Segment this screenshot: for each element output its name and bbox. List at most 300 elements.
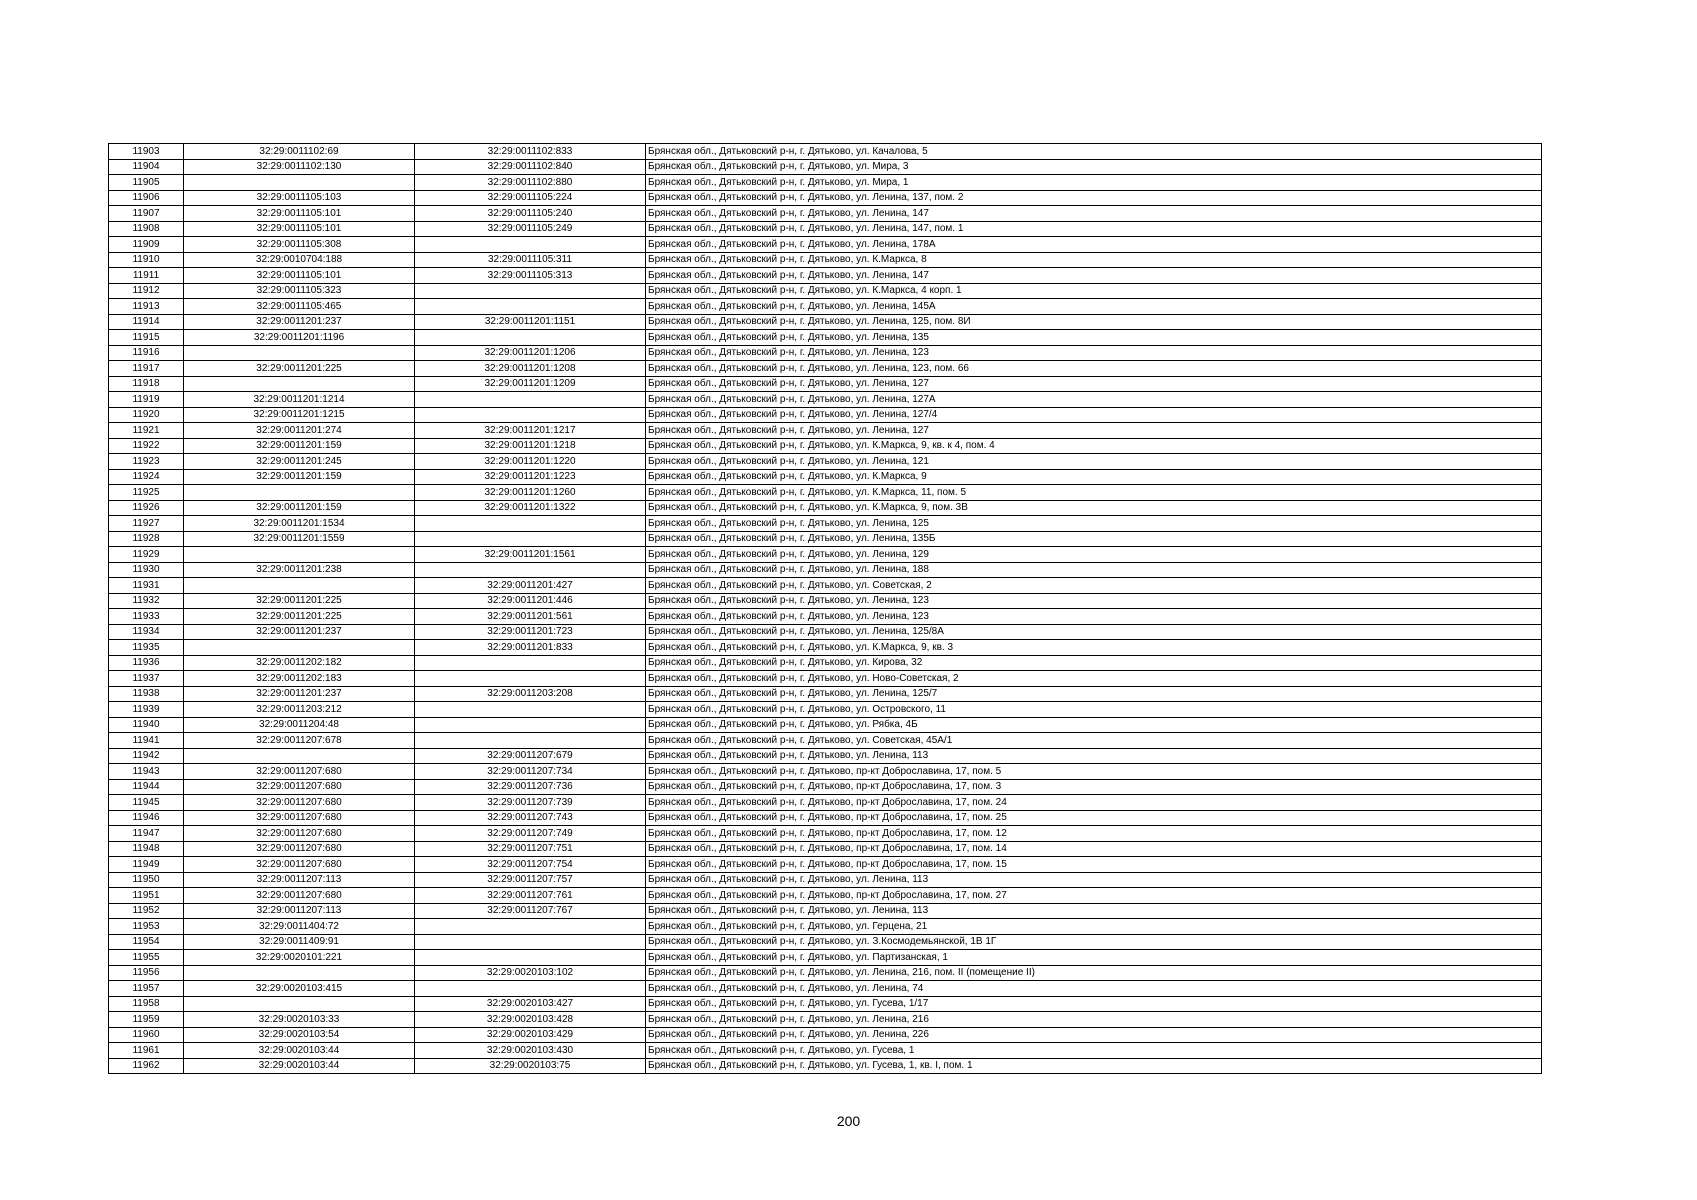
table-row [109,1043,1542,1059]
related-cadastral-number-cell [415,237,646,253]
address-cell: Брянская обл., Дятьковский р-н, г. Дятьково, ул. Ленина, 178А [646,237,1542,253]
table-row [109,872,1542,888]
row-number-cell: 11953 [109,919,184,935]
table-row [109,454,1542,470]
table-row [109,764,1542,780]
related-cadastral-number-cell: 32:29:0011207:767 [415,903,646,919]
address-cell: Брянская обл., Дятьковский р-н, г. Дятьково, ул. К.Маркса, 9, кв. 3 [646,640,1542,656]
row-number-cell: 11918 [109,376,184,392]
address-cell: Брянская обл., Дятьковский р-н, г. Дятьково, ул. Ленина, 113 [646,872,1542,888]
table-row [109,934,1542,950]
related-cadastral-number-cell [415,407,646,423]
cadastral-number-cell: 32:29:0020103:415 [184,981,415,997]
cadastral-number-cell: 32:29:0011201:1214 [184,392,415,408]
row-number-cell: 11957 [109,981,184,997]
row-number-cell: 11960 [109,1027,184,1043]
related-cadastral-number-cell [415,950,646,966]
table-row [109,423,1542,439]
address-cell: Брянская обл., Дятьковский р-н, г. Дятьково, ул. Ново-Советская, 2 [646,671,1542,687]
address-cell: Брянская обл., Дятьковский р-н, г. Дятьково, пр-кт Доброславина, 17, пом. 25 [646,810,1542,826]
address-cell: Брянская обл., Дятьковский р-н, г. Дятьково, ул. Ленина, 135Б [646,531,1542,547]
cadastral-number-cell: 32:29:0011201:225 [184,609,415,625]
related-cadastral-number-cell: 32:29:0011105:249 [415,221,646,237]
address-cell: Брянская обл., Дятьковский р-н, г. Дятьково, пр-кт Доброславина, 17, пом. 27 [646,888,1542,904]
table-row [109,283,1542,299]
table-row [109,500,1542,516]
table-row [109,438,1542,454]
cadastral-number-cell [184,376,415,392]
row-number-cell: 11936 [109,655,184,671]
table-row [109,655,1542,671]
row-number-cell: 11925 [109,485,184,501]
address-cell: Брянская обл., Дятьковский р-н, г. Дятьково, ул. Ленина, 147 [646,206,1542,222]
cadastral-number-cell: 32:29:0011207:680 [184,779,415,795]
address-cell: Брянская обл., Дятьковский р-н, г. Дятьково, ул. Ленина, 137, пом. 2 [646,190,1542,206]
cadastral-number-cell: 32:29:0011201:159 [184,438,415,454]
cadastral-number-cell: 32:29:0011105:101 [184,268,415,284]
table-row [109,268,1542,284]
row-number-cell: 11941 [109,733,184,749]
cadastral-number-cell: 32:29:0011201:237 [184,686,415,702]
cadastral-number-cell: 32:29:0011201:1534 [184,516,415,532]
row-number-cell: 11932 [109,593,184,609]
related-cadastral-number-cell: 32:29:0011201:1208 [415,361,646,377]
row-number-cell: 11962 [109,1058,184,1074]
table-row [109,1027,1542,1043]
related-cadastral-number-cell: 32:29:0011201:723 [415,624,646,640]
cadastral-number-cell [184,996,415,1012]
related-cadastral-number-cell: 32:29:0011201:833 [415,640,646,656]
table-row [109,547,1542,563]
related-cadastral-number-cell [415,392,646,408]
related-cadastral-number-cell: 32:29:0011105:313 [415,268,646,284]
table-row [109,314,1542,330]
table-row [109,624,1542,640]
row-number-cell: 11924 [109,469,184,485]
records-table [108,143,1542,1074]
cadastral-number-cell: 32:29:0011105:101 [184,206,415,222]
related-cadastral-number-cell: 32:29:0020103:428 [415,1012,646,1028]
cadastral-number-cell: 32:29:0011201:238 [184,562,415,578]
table-row [109,485,1542,501]
cadastral-number-cell: 32:29:0011404:72 [184,919,415,935]
cadastral-number-cell: 32:29:0011201:225 [184,593,415,609]
page-number: 200 [836,1113,861,1129]
related-cadastral-number-cell [415,655,646,671]
address-cell: Брянская обл., Дятьковский р-н, г. Дятьково, ул. К.Маркса, 4 корп. 1 [646,283,1542,299]
row-number-cell: 11961 [109,1043,184,1059]
table-row [109,407,1542,423]
related-cadastral-number-cell: 32:29:0011201:1260 [415,485,646,501]
cadastral-number-cell [184,175,415,191]
related-cadastral-number-cell [415,671,646,687]
table-row [109,593,1542,609]
address-cell: Брянская обл., Дятьковский р-н, г. Дятьково, ул. Ленина, 74 [646,981,1542,997]
cadastral-number-cell: 32:29:0020103:44 [184,1058,415,1074]
table-row [109,996,1542,1012]
cadastral-number-cell: 32:29:0011203:212 [184,702,415,718]
table-row [109,392,1542,408]
cadastral-number-cell: 32:29:0011207:680 [184,841,415,857]
address-cell: Брянская обл., Дятьковский р-н, г. Дятьково, ул. Гусева, 1 [646,1043,1542,1059]
records-table-body [109,144,1542,1074]
address-cell: Брянская обл., Дятьковский р-н, г. Дятьково, ул. Ленина, 123, пом. 66 [646,361,1542,377]
table-row [109,361,1542,377]
related-cadastral-number-cell: 32:29:0011207:757 [415,872,646,888]
table-row [109,206,1542,222]
row-number-cell: 11907 [109,206,184,222]
row-number-cell: 11928 [109,531,184,547]
address-cell: Брянская обл., Дятьковский р-н, г. Дятьково, ул. Ленина, 135 [646,330,1542,346]
table-row [109,221,1542,237]
cadastral-number-cell: 32:29:0011105:101 [184,221,415,237]
row-number-cell: 11914 [109,314,184,330]
related-cadastral-number-cell: 32:29:0011102:833 [415,144,646,160]
cadastral-number-cell: 32:29:0011201:245 [184,454,415,470]
address-cell: Брянская обл., Дятьковский р-н, г. Дятьково, ул. К.Маркса, 11, пом. 5 [646,485,1542,501]
address-cell: Брянская обл., Дятьковский р-н, г. Дятьково, ул. Ленина, 121 [646,454,1542,470]
cadastral-number-cell: 32:29:0011207:680 [184,795,415,811]
related-cadastral-number-cell: 32:29:0011105:311 [415,252,646,268]
cadastral-number-cell: 32:29:0011201:1559 [184,531,415,547]
table-row [109,857,1542,873]
row-number-cell: 11923 [109,454,184,470]
table-row [109,562,1542,578]
related-cadastral-number-cell [415,919,646,935]
address-cell: Брянская обл., Дятьковский р-н, г. Дятьково, ул. Качалова, 5 [646,144,1542,160]
related-cadastral-number-cell: 32:29:0011201:1218 [415,438,646,454]
row-number-cell: 11951 [109,888,184,904]
table-row [109,175,1542,191]
cadastral-number-cell [184,578,415,594]
address-cell: Брянская обл., Дятьковский р-н, г. Дятьково, пр-кт Доброславина, 17, пом. 24 [646,795,1542,811]
cadastral-number-cell: 32:29:0011201:274 [184,423,415,439]
cadastral-number-cell: 32:29:0011105:308 [184,237,415,253]
table-row [109,671,1542,687]
cadastral-number-cell: 32:29:0011207:113 [184,903,415,919]
row-number-cell: 11917 [109,361,184,377]
table-row [109,686,1542,702]
address-cell: Брянская обл., Дятьковский р-н, г. Дятьково, ул. Ленина, 123 [646,593,1542,609]
row-number-cell: 11905 [109,175,184,191]
cadastral-number-cell: 32:29:0011201:159 [184,500,415,516]
address-cell: Брянская обл., Дятьковский р-н, г. Дятьково, ул. Ленина, 147, пом. 1 [646,221,1542,237]
cadastral-number-cell: 32:29:0011207:680 [184,888,415,904]
address-cell: Брянская обл., Дятьковский р-н, г. Дятьково, ул. Ленина, 226 [646,1027,1542,1043]
cadastral-number-cell: 32:29:0011202:183 [184,671,415,687]
row-number-cell: 11945 [109,795,184,811]
table-row [109,748,1542,764]
cadastral-number-cell: 32:29:0011202:182 [184,655,415,671]
row-number-cell: 11956 [109,965,184,981]
related-cadastral-number-cell: 32:29:0011105:240 [415,206,646,222]
address-cell: Брянская обл., Дятьковский р-н, г. Дятьково, ул. Кирова, 32 [646,655,1542,671]
table-row [109,1058,1542,1074]
table-row [109,702,1542,718]
cadastral-number-cell: 32:29:0011201:225 [184,361,415,377]
address-cell: Брянская обл., Дятьковский р-н, г. Дятьково, ул. Мира, 3 [646,159,1542,175]
address-cell: Брянская обл., Дятьковский р-н, г. Дятьково, ул. Ленина, 147 [646,268,1542,284]
table-row [109,190,1542,206]
row-number-cell: 11948 [109,841,184,857]
related-cadastral-number-cell [415,531,646,547]
table-row [109,965,1542,981]
related-cadastral-number-cell [415,283,646,299]
row-number-cell: 11927 [109,516,184,532]
address-cell: Брянская обл., Дятьковский р-н, г. Дятьково, пр-кт Доброславина, 17, пом. 15 [646,857,1542,873]
related-cadastral-number-cell: 32:29:0020103:102 [415,965,646,981]
address-cell: Брянская обл., Дятьковский р-н, г. Дятьково, ул. К.Маркса, 9, пом. 3В [646,500,1542,516]
address-cell: Брянская обл., Дятьковский р-н, г. Дятьково, ул. Советская, 2 [646,578,1542,594]
cadastral-number-cell: 32:29:0011201:1196 [184,330,415,346]
related-cadastral-number-cell [415,702,646,718]
related-cadastral-number-cell: 32:29:0011203:208 [415,686,646,702]
cadastral-number-cell: 32:29:0011201:159 [184,469,415,485]
address-cell: Брянская обл., Дятьковский р-н, г. Дятьково, ул. Герцена, 21 [646,919,1542,935]
address-cell: Брянская обл., Дятьковский р-н, г. Дятьково, ул. К.Маркса, 8 [646,252,1542,268]
row-number-cell: 11943 [109,764,184,780]
cadastral-number-cell: 32:29:0011207:680 [184,826,415,842]
row-number-cell: 11940 [109,717,184,733]
row-number-cell: 11920 [109,407,184,423]
row-number-cell: 11939 [109,702,184,718]
row-number-cell: 11934 [109,624,184,640]
cadastral-number-cell: 32:29:0011105:103 [184,190,415,206]
related-cadastral-number-cell: 32:29:0011201:1206 [415,345,646,361]
cadastral-number-cell [184,748,415,764]
cadastral-number-cell [184,547,415,563]
cadastral-number-cell [184,345,415,361]
related-cadastral-number-cell: 32:29:0011207:749 [415,826,646,842]
row-number-cell: 11906 [109,190,184,206]
address-cell: Брянская обл., Дятьковский р-н, г. Дятьково, ул. Ленина, 216 [646,1012,1542,1028]
row-number-cell: 11955 [109,950,184,966]
cadastral-number-cell: 32:29:0011201:237 [184,314,415,330]
row-number-cell: 11949 [109,857,184,873]
cadastral-number-cell: 32:29:0011102:69 [184,144,415,160]
related-cadastral-number-cell: 32:29:0011201:1322 [415,500,646,516]
related-cadastral-number-cell: 32:29:0011201:1209 [415,376,646,392]
row-number-cell: 11922 [109,438,184,454]
address-cell: Брянская обл., Дятьковский р-н, г. Дятьково, ул. Ленина, 127 [646,423,1542,439]
related-cadastral-number-cell: 32:29:0020103:75 [415,1058,646,1074]
address-cell: Брянская обл., Дятьковский р-н, г. Дятьково, ул. Гусева, 1/17 [646,996,1542,1012]
related-cadastral-number-cell: 32:29:0011201:446 [415,593,646,609]
row-number-cell: 11919 [109,392,184,408]
related-cadastral-number-cell: 32:29:0011207:734 [415,764,646,780]
address-cell: Брянская обл., Дятьковский р-н, г. Дятьково, ул. Мира, 1 [646,175,1542,191]
table-row [109,609,1542,625]
cadastral-number-cell [184,485,415,501]
related-cadastral-number-cell [415,981,646,997]
table-row [109,919,1542,935]
row-number-cell: 11959 [109,1012,184,1028]
cadastral-number-cell: 32:29:0011105:465 [184,299,415,315]
address-cell: Брянская обл., Дятьковский р-н, г. Дятьково, ул. Ленина, 123 [646,345,1542,361]
cadastral-number-cell: 32:29:0011207:680 [184,810,415,826]
related-cadastral-number-cell: 32:29:0011207:736 [415,779,646,795]
address-cell: Брянская обл., Дятьковский р-н, г. Дятьково, ул. Островского, 11 [646,702,1542,718]
related-cadastral-number-cell [415,733,646,749]
row-number-cell: 11912 [109,283,184,299]
cadastral-number-cell: 32:29:0011207:680 [184,857,415,873]
address-cell: Брянская обл., Дятьковский р-н, г. Дятьково, ул. Ленина, 127А [646,392,1542,408]
row-number-cell: 11946 [109,810,184,826]
table-row [109,144,1542,160]
address-cell: Брянская обл., Дятьковский р-н, г. Дятьково, ул. Ленина, 145А [646,299,1542,315]
table-row [109,376,1542,392]
related-cadastral-number-cell: 32:29:0011201:1561 [415,547,646,563]
related-cadastral-number-cell: 32:29:0011201:1217 [415,423,646,439]
related-cadastral-number-cell: 32:29:0011201:561 [415,609,646,625]
row-number-cell: 11944 [109,779,184,795]
related-cadastral-number-cell [415,562,646,578]
related-cadastral-number-cell [415,717,646,733]
related-cadastral-number-cell: 32:29:0011201:1220 [415,454,646,470]
table-row [109,733,1542,749]
table-row [109,717,1542,733]
cadastral-number-cell [184,640,415,656]
address-cell: Брянская обл., Дятьковский р-н, г. Дятьково, ул. К.Маркса, 9 [646,469,1542,485]
address-cell: Брянская обл., Дятьковский р-н, г. Дятьково, ул. Ленина, 113 [646,748,1542,764]
table-row [109,516,1542,532]
table-row [109,345,1542,361]
table-row [109,578,1542,594]
table-row [109,950,1542,966]
table-row [109,330,1542,346]
row-number-cell: 11947 [109,826,184,842]
address-cell: Брянская обл., Дятьковский р-н, г. Дятьково, ул. Гусева, 1, кв. I, пом. 1 [646,1058,1542,1074]
related-cadastral-number-cell: 32:29:0011207:679 [415,748,646,764]
row-number-cell: 11938 [109,686,184,702]
table-row [109,299,1542,315]
address-cell: Брянская обл., Дятьковский р-н, г. Дятьково, ул. Рябка, 4Б [646,717,1542,733]
cadastral-number-cell: 32:29:0011201:237 [184,624,415,640]
row-number-cell: 11933 [109,609,184,625]
row-number-cell: 11926 [109,500,184,516]
address-cell: Брянская обл., Дятьковский р-н, г. Дятьково, ул. Ленина, 125/8А [646,624,1542,640]
related-cadastral-number-cell: 32:29:0020103:430 [415,1043,646,1059]
address-cell: Брянская обл., Дятьковский р-н, г. Дятьково, ул. З.Космодемьянской, 1В 1Г [646,934,1542,950]
related-cadastral-number-cell: 32:29:0020103:427 [415,996,646,1012]
address-cell: Брянская обл., Дятьковский р-н, г. Дятьково, ул. К.Маркса, 9, кв. к 4, пом. 4 [646,438,1542,454]
row-number-cell: 11954 [109,934,184,950]
row-number-cell: 11910 [109,252,184,268]
table-row [109,469,1542,485]
table-row [109,841,1542,857]
address-cell: Брянская обл., Дятьковский р-н, г. Дятьково, ул. Партизанская, 1 [646,950,1542,966]
related-cadastral-number-cell [415,299,646,315]
related-cadastral-number-cell: 32:29:0011102:840 [415,159,646,175]
table-row [109,779,1542,795]
cadastral-number-cell: 32:29:0010704:188 [184,252,415,268]
row-number-cell: 11916 [109,345,184,361]
address-cell: Брянская обл., Дятьковский р-н, г. Дятьково, ул. Ленина, 125/7 [646,686,1542,702]
row-number-cell: 11935 [109,640,184,656]
address-cell: Брянская обл., Дятьковский р-н, г. Дятьково, ул. Ленина, 123 [646,609,1542,625]
related-cadastral-number-cell: 32:29:0011105:224 [415,190,646,206]
cadastral-number-cell: 32:29:0020103:44 [184,1043,415,1059]
related-cadastral-number-cell: 32:29:0011207:761 [415,888,646,904]
row-number-cell: 11929 [109,547,184,563]
table-row [109,810,1542,826]
related-cadastral-number-cell [415,330,646,346]
address-cell: Брянская обл., Дятьковский р-н, г. Дятьково, ул. Ленина, 216, пом. II (помещение II) [646,965,1542,981]
row-number-cell: 11952 [109,903,184,919]
row-number-cell: 11942 [109,748,184,764]
table-row [109,795,1542,811]
row-number-cell: 11913 [109,299,184,315]
address-cell: Брянская обл., Дятьковский р-н, г. Дятьково, ул. Ленина, 125, пом. 8И [646,314,1542,330]
row-number-cell: 11950 [109,872,184,888]
related-cadastral-number-cell: 32:29:0011201:427 [415,578,646,594]
row-number-cell: 11931 [109,578,184,594]
row-number-cell: 11958 [109,996,184,1012]
row-number-cell: 11908 [109,221,184,237]
related-cadastral-number-cell: 32:29:0020103:429 [415,1027,646,1043]
cadastral-number-cell: 32:29:0020103:33 [184,1012,415,1028]
cadastral-number-cell: 32:29:0011207:113 [184,872,415,888]
cadastral-number-cell: 32:29:0011201:1215 [184,407,415,423]
table-row [109,981,1542,997]
table-row [109,1012,1542,1028]
row-number-cell: 11903 [109,144,184,160]
row-number-cell: 11915 [109,330,184,346]
address-cell: Брянская обл., Дятьковский р-н, г. Дятьково, пр-кт Доброславина, 17, пом. 12 [646,826,1542,842]
address-cell: Брянская обл., Дятьковский р-н, г. Дятьково, ул. Ленина, 113 [646,903,1542,919]
row-number-cell: 11930 [109,562,184,578]
cadastral-number-cell: 32:29:0020101:221 [184,950,415,966]
table-row [109,252,1542,268]
address-cell: Брянская обл., Дятьковский р-н, г. Дятьково, пр-кт Доброславина, 17, пом. 3 [646,779,1542,795]
cadastral-number-cell: 32:29:0011207:678 [184,733,415,749]
related-cadastral-number-cell [415,934,646,950]
table-row [109,237,1542,253]
row-number-cell: 11937 [109,671,184,687]
related-cadastral-number-cell: 32:29:0011207:739 [415,795,646,811]
address-cell: Брянская обл., Дятьковский р-н, г. Дятьково, ул. Ленина, 129 [646,547,1542,563]
related-cadastral-number-cell: 32:29:0011207:743 [415,810,646,826]
table-row [109,159,1542,175]
row-number-cell: 11921 [109,423,184,439]
address-cell: Брянская обл., Дятьковский р-н, г. Дятьково, ул. Ленина, 127/4 [646,407,1542,423]
address-cell: Брянская обл., Дятьковский р-н, г. Дятьково, пр-кт Доброславина, 17, пом. 5 [646,764,1542,780]
address-cell: Брянская обл., Дятьковский р-н, г. Дятьково, ул. Ленина, 125 [646,516,1542,532]
address-cell: Брянская обл., Дятьковский р-н, г. Дятьково, ул. Ленина, 127 [646,376,1542,392]
cadastral-number-cell: 32:29:0011105:323 [184,283,415,299]
cadastral-number-cell: 32:29:0011409:91 [184,934,415,950]
table-row [109,531,1542,547]
table-row [109,888,1542,904]
row-number-cell: 11904 [109,159,184,175]
cadastral-number-cell: 32:29:0011204:48 [184,717,415,733]
related-cadastral-number-cell: 32:29:0011201:1151 [415,314,646,330]
cadastral-number-cell: 32:29:0020103:54 [184,1027,415,1043]
address-cell: Брянская обл., Дятьковский р-н, г. Дятьково, ул. Ленина, 188 [646,562,1542,578]
cadastral-number-cell: 32:29:0011102:130 [184,159,415,175]
table-row [109,826,1542,842]
cadastral-number-cell [184,965,415,981]
related-cadastral-number-cell [415,516,646,532]
table-row [109,640,1542,656]
row-number-cell: 11911 [109,268,184,284]
address-cell: Брянская обл., Дятьковский р-н, г. Дятьково, пр-кт Доброславина, 17, пом. 14 [646,841,1542,857]
table-row [109,903,1542,919]
related-cadastral-number-cell: 32:29:0011102:880 [415,175,646,191]
cadastral-number-cell: 32:29:0011207:680 [184,764,415,780]
related-cadastral-number-cell: 32:29:0011207:754 [415,857,646,873]
address-cell: Брянская обл., Дятьковский р-н, г. Дятьково, ул. Советская, 45А/1 [646,733,1542,749]
